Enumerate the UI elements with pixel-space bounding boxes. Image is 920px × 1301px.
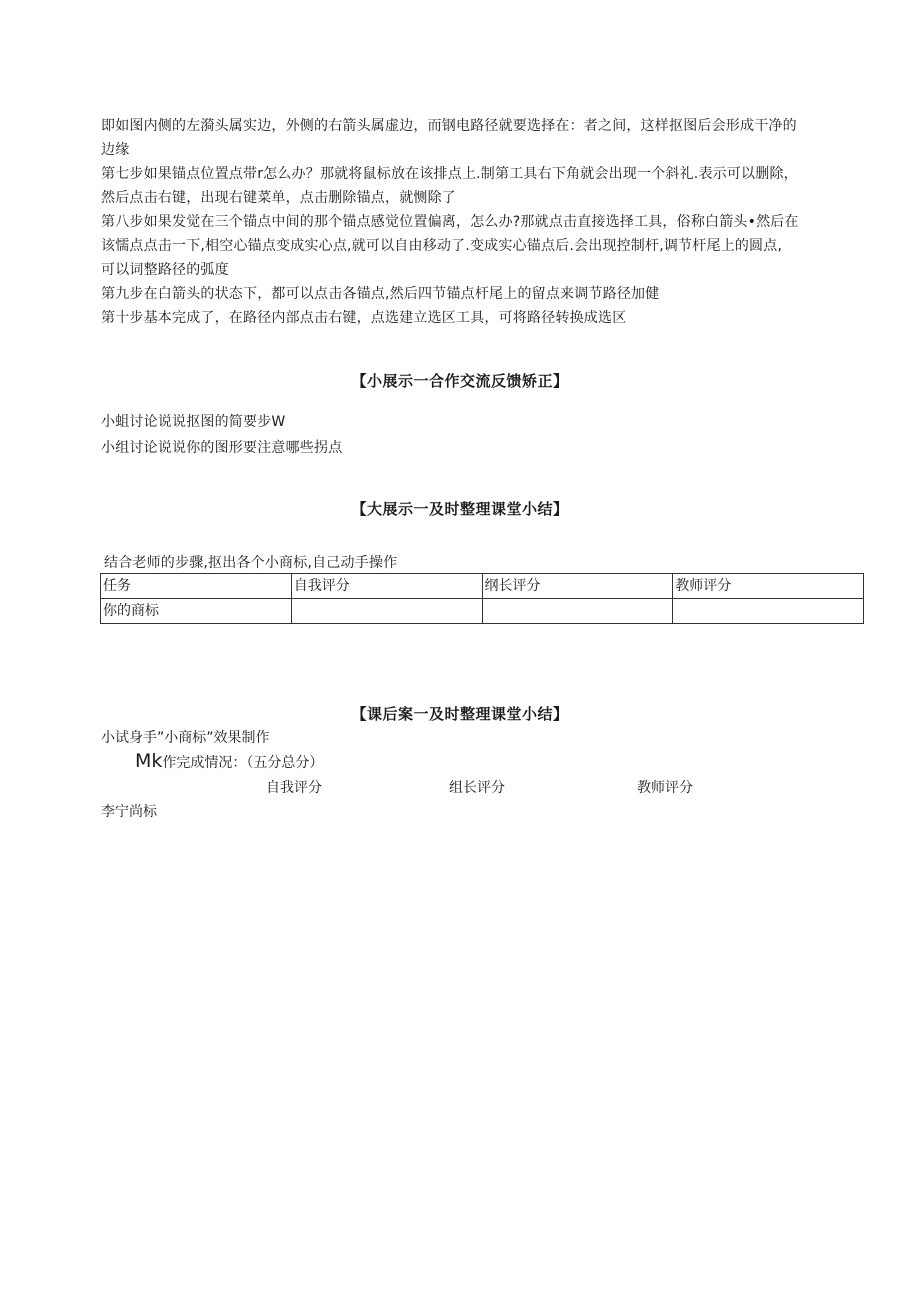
table-cell[interactable]: [482, 599, 673, 624]
step-8-line: 第八步如果发觉在三个锚点中间的那个锚点感觉位置偏离，怎么办?那就点击直接选择工具，俗称白箭头•然后在: [101, 214, 799, 230]
discussion-line: 小蛆讨论说说抠图的简要步W: [101, 414, 286, 430]
leader-score-label: 组长评分: [449, 780, 505, 796]
big-showcase-heading: 【大展示一及时整理课堂小结】: [351, 500, 569, 518]
step-paragraph-line: 即如图内侧的左漪头属实边，外侧的右箭头属虚边，而钢电路径就要选择在：者之间，这样抠图后会形成干净的: [101, 118, 797, 134]
step-9-line: 第九步在白箭头的状态下，都可以点击各锚点,然后四节锚点杆尾上的留点来调节路径加健: [101, 286, 660, 302]
step-8-line: 可以词整路径的弧度: [101, 262, 229, 278]
step-8-line: 该懦点点击一下,相空心锚点变成实心点,就可以自由移动了.变成实心锚点后.会出现控制杆,调节杆尾上的圆点,: [101, 238, 783, 254]
table-cell: 你的商标: [101, 599, 292, 624]
table-intro: 结合老师的步骤,抠出各个小商标,自己动手操作: [104, 555, 398, 571]
teacher-score-label: 教师评分: [637, 780, 693, 796]
table-header-cell: 任务: [101, 574, 292, 599]
table-header-cell: 教师评分: [673, 574, 864, 599]
after-class-task: 小试身手”小商标”效果制作: [101, 730, 270, 746]
table-header-row: [101, 574, 864, 599]
discussion-line: 小组讨论说说你的图形要注意哪些拐点: [101, 440, 343, 456]
table-header-cell: 纲长评分: [482, 574, 673, 599]
logo-item-label: 李宁尚标: [101, 804, 157, 820]
after-class-heading: 【课后案一及时整理课堂小结】: [351, 705, 569, 723]
small-showcase-heading: 【小展示一合作交流反馈矫正】: [351, 372, 569, 390]
table-header-cell: 自我评分: [291, 574, 482, 599]
step-7-line: 第七步如果锚点位置点带r怎么办？那就将鼠标放在该排点上.制第工具右下角就会出现一个斜礼.表示可以删除，: [101, 166, 798, 182]
completion-line: [135, 751, 323, 773]
step-7-line: 然后点击右键，出现右键菜单，点击删除锚点，就恻除了: [101, 190, 456, 206]
table-cell[interactable]: [291, 599, 482, 624]
table-cell[interactable]: [673, 599, 864, 624]
completion-label: 作完成情况：（五分总分）: [162, 755, 324, 771]
mk-prefix: Mk: [135, 750, 163, 772]
step-10-line: 第十步基本完成了，在路径内部点击右键，点选建立选区工具，可将路径转换成选区: [101, 310, 627, 326]
step-paragraph-line: 边缘: [101, 142, 130, 158]
self-score-label: 自我评分: [266, 780, 322, 796]
table-row: [101, 599, 864, 624]
score-table: [100, 573, 864, 624]
